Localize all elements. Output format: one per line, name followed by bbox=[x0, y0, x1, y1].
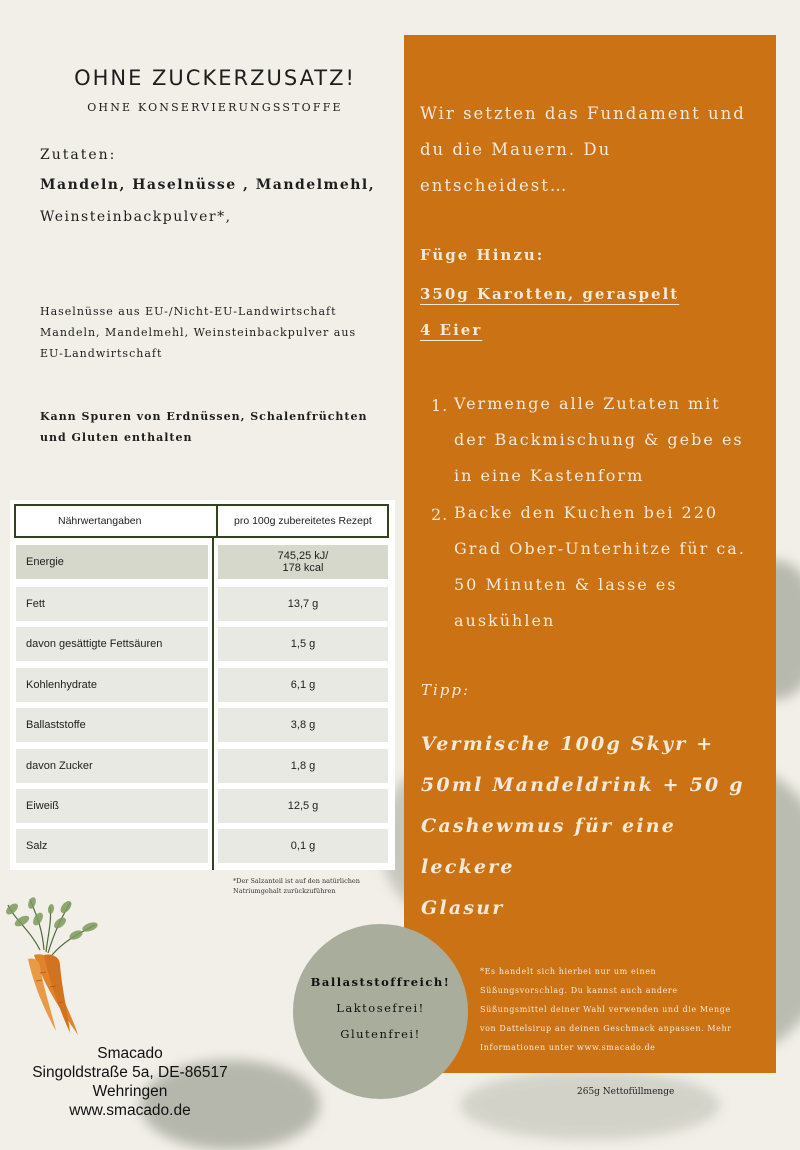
nutrient-name: davon gesättigte Fettsäuren bbox=[16, 627, 208, 661]
origin-line: Haselnüsse aus EU-/Nicht-EU-Landwirtschaft bbox=[40, 305, 337, 318]
step-line: Vermenge alle Zutaten mit bbox=[454, 394, 721, 413]
badge-line-lactose: Laktosefrei! bbox=[336, 1001, 425, 1015]
nutrient-value: 0,1 g bbox=[218, 829, 388, 863]
table-row bbox=[16, 668, 388, 702]
footnote-line: *Es handelt sich hierbei nur um einen bbox=[480, 967, 657, 976]
table-row bbox=[16, 708, 388, 742]
intro-line: entscheidest… bbox=[420, 176, 569, 195]
badge-line-fiber: Ballaststoffreich! bbox=[310, 975, 451, 989]
page-title: OHNE ZUCKERZUSATZ! bbox=[74, 66, 356, 90]
company-website: www.smacado.de bbox=[69, 1102, 191, 1119]
net-weight: 265g Nettofüllmenge bbox=[577, 1087, 675, 1097]
tip-label: Tipp: bbox=[421, 681, 471, 699]
watercolor-blot bbox=[460, 1070, 720, 1140]
intro-line: Wir setzten das Fundament und bbox=[420, 104, 746, 123]
allergen-info bbox=[40, 406, 390, 448]
intro-line: du die Mauern. Du bbox=[420, 140, 612, 159]
carrot-illustration bbox=[0, 895, 130, 1045]
origin-line: EU-Landwirtschaft bbox=[40, 347, 163, 360]
step-line: 50 Minuten & lasse es bbox=[454, 575, 678, 594]
company-street: Singoldstraße 5a, DE-86517 bbox=[32, 1064, 228, 1081]
nutrient-value: 6,1 g bbox=[218, 668, 388, 702]
table-row bbox=[16, 749, 388, 783]
tip-line: Glasur bbox=[421, 897, 505, 919]
tip-line: Vermische 100g Skyr + bbox=[421, 733, 715, 755]
header-divider bbox=[216, 506, 218, 536]
company-address bbox=[30, 1044, 230, 1120]
step-text bbox=[454, 495, 754, 639]
step-line: Backe den Kuchen bei 220 bbox=[454, 503, 719, 522]
nutrient-value: 1,8 g bbox=[218, 749, 388, 783]
ingredients-main: Mandeln, Haselnüsse , Mandelmehl, bbox=[40, 177, 376, 193]
step-number: 1. bbox=[431, 396, 449, 415]
page-subtitle: OHNE KONSERVIERUNGSSTOFFE bbox=[87, 101, 343, 114]
table-row bbox=[16, 829, 388, 863]
footnote-line: Süßungsvorschlag. Du kannst auch andere bbox=[480, 986, 678, 995]
energy-kcal: 178 kcal bbox=[282, 562, 324, 574]
nutrient-value: 3,8 g bbox=[218, 708, 388, 742]
tip-text bbox=[421, 724, 776, 929]
add-item-carrots: 350g Karotten, geraspelt bbox=[420, 285, 680, 303]
nutrient-name: Kohlenhydrate bbox=[16, 668, 208, 702]
footnote-line: Süßungsmittel deiner Wahl verwenden und die Menge bbox=[480, 1005, 731, 1014]
energy-kj: 745,25 kJ/ bbox=[277, 550, 329, 562]
nutrient-name: Eiweiß bbox=[16, 789, 208, 823]
footnote-line: Informationen unter www.smacado.de bbox=[480, 1043, 656, 1052]
add-label: Füge Hinzu: bbox=[420, 246, 545, 264]
step-text bbox=[454, 386, 754, 494]
badge-line-gluten: Glutenfrei! bbox=[340, 1027, 421, 1041]
nutrient-value: 1,5 g bbox=[218, 627, 388, 661]
tip-line: Cashewmus für eine leckere bbox=[421, 815, 677, 878]
nutrition-table bbox=[10, 500, 395, 870]
ingredients-secondary: Weinsteinbackpulver*, bbox=[40, 209, 232, 225]
tip-line: 50ml Mandeldrink + 50 g bbox=[421, 774, 745, 796]
table-row bbox=[16, 587, 388, 621]
salt-footnote: *Der Salzanteil ist auf den natürlichen Natriumgehalt zurückzuführen bbox=[233, 877, 360, 895]
nutrient-name: Salz bbox=[16, 829, 208, 863]
nutrient-name: davon Zucker bbox=[16, 749, 208, 783]
table-row bbox=[16, 545, 388, 579]
step-number: 2. bbox=[431, 505, 449, 524]
table-row bbox=[16, 789, 388, 823]
nutrition-header-right: pro 100g zubereitetes Rezept bbox=[234, 515, 372, 527]
table-row bbox=[16, 627, 388, 661]
allergen-line: Kann Spuren von Erdnüssen, Schalenfrüchten bbox=[40, 410, 368, 423]
sweetener-footnote bbox=[480, 962, 775, 1057]
nutrient-value: 12,5 g bbox=[218, 789, 388, 823]
origin-info bbox=[40, 301, 390, 364]
company-city: Wehringen bbox=[92, 1083, 168, 1100]
step-line: der Backmischung & gebe es bbox=[454, 430, 744, 449]
nutrient-value bbox=[218, 545, 388, 579]
ingredients-label: Zutaten: bbox=[40, 147, 117, 163]
nutrient-name: Energie bbox=[16, 545, 208, 579]
nutrient-name: Ballaststoffe bbox=[16, 708, 208, 742]
nutrient-value: 13,7 g bbox=[218, 587, 388, 621]
nutrition-header bbox=[14, 504, 389, 538]
step-line: auskühlen bbox=[454, 611, 556, 630]
allergen-line: und Gluten enthalten bbox=[40, 431, 193, 444]
company-name: Smacado bbox=[97, 1045, 163, 1062]
panel-intro bbox=[420, 96, 770, 204]
step-line: in eine Kastenform bbox=[454, 466, 645, 485]
nutrient-name: Fett bbox=[16, 587, 208, 621]
origin-line: Mandeln, Mandelmehl, Weinsteinbackpulver aus bbox=[40, 326, 357, 339]
step-line: Grad Ober-Unterhitze für ca. bbox=[454, 539, 746, 558]
footnote-line: von Dattelsirup an deinen Geschmack anpassen. Mehr bbox=[480, 1024, 732, 1033]
nutrition-header-left: Nährwertangaben bbox=[58, 515, 142, 527]
add-item-eggs: 4 Eier bbox=[420, 321, 483, 339]
